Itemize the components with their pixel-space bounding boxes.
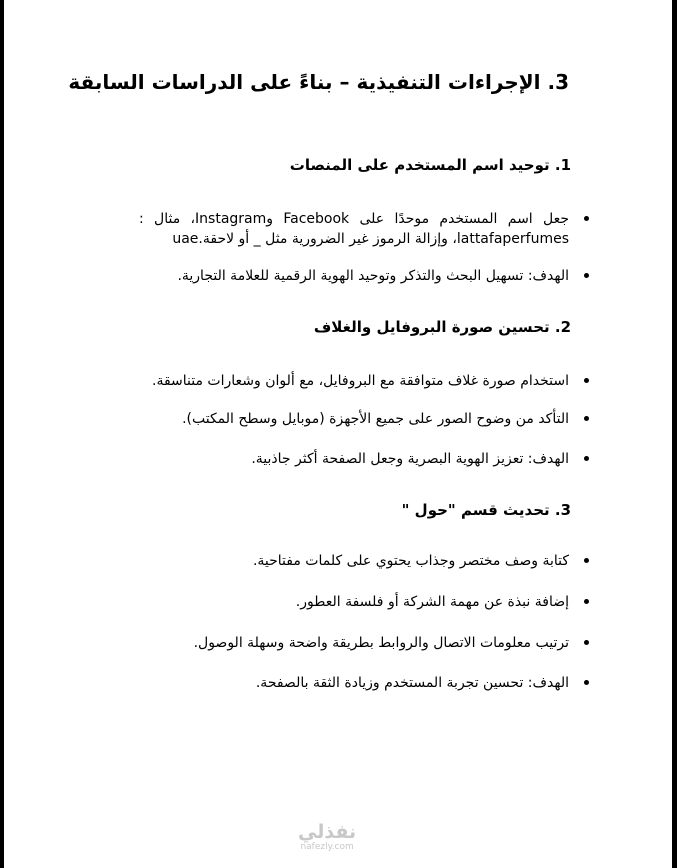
watermark-logo: نفذلي bbox=[298, 821, 357, 843]
section-heading-about: 3. تحديث قسم "حول " bbox=[401, 501, 571, 519]
list-item: جعل اسم المستخدم موحدًا على Facebook وInstagram، مثال : lattafaperfumes، وإزالة الرموز غير الضرورية مثل _ أو لاحقة.uae bbox=[139, 209, 569, 249]
list-item: التأكد من وضوح الصور على جميع الأجهزة (موبايل وسطح المكتب). bbox=[139, 409, 569, 429]
bullet-icon bbox=[584, 680, 589, 685]
bullet-icon bbox=[584, 599, 589, 604]
bullet-icon bbox=[584, 558, 589, 563]
bullet-icon bbox=[584, 273, 589, 278]
watermark-url: nafezly.com bbox=[300, 842, 354, 852]
list-item: كتابة وصف مختصر وجذاب يحتوي على كلمات مفتاحية. bbox=[139, 551, 569, 571]
list-item: إضافة نبذة عن مهمة الشركة أو فلسفة العطور. bbox=[139, 592, 569, 612]
list-item: ترتيب معلومات الاتصال والروابط بطريقة واضحة وسهلة الوصول. bbox=[139, 633, 569, 653]
bullet-icon bbox=[584, 416, 589, 421]
bullet-icon bbox=[584, 216, 589, 221]
section-heading-profile-cover: 2. تحسين صورة البروفايل والغلاف bbox=[313, 318, 571, 336]
bullet-icon bbox=[584, 456, 589, 461]
list-item: الهدف: تعزيز الهوية البصرية وجعل الصفحة أكثر جاذبية. bbox=[139, 449, 569, 469]
bullet-icon bbox=[584, 640, 589, 645]
page-title: 3. الإجراءات التنفيذية – بناءً على الدراسات السابقة bbox=[68, 70, 569, 94]
watermark bbox=[298, 822, 356, 852]
list-item: الهدف: تسهيل البحث والتذكر وتوحيد الهوية الرقمية للعلامة التجارية. bbox=[139, 266, 569, 286]
list-item: استخدام صورة غلاف متوافقة مع البروفايل، مع ألوان وشعارات متناسقة. bbox=[139, 371, 569, 391]
document-page bbox=[4, 0, 672, 868]
bullet-icon bbox=[584, 378, 589, 383]
section-heading-username: 1. توحيد اسم المستخدم على المنصات bbox=[289, 156, 571, 174]
list-item: الهدف: تحسين تجربة المستخدم وزيادة الثقة بالصفحة. bbox=[139, 673, 569, 693]
right-frame-border bbox=[672, 0, 677, 868]
